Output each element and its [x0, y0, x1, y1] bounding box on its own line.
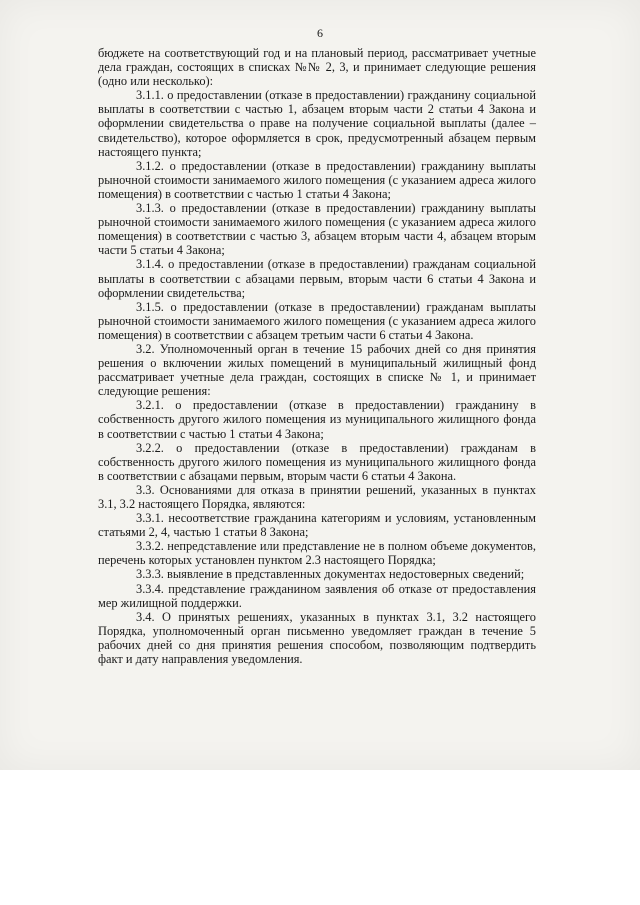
paragraph-3-1-1: 3.1.1. о предоставлении (отказе в предоставлении) гражданину социальной выплаты в соответствии с частью 1, абзацем вторым части 2 статьи 4 Закона и оформлении свидетельства о праве на получение социальной выплаты (далее – свидетельство), которое оформляется в срок, предусмотренный абзацем первым настоящего пункта; — [98, 88, 536, 159]
paragraph-3-3-1: 3.3.1. несоответствие гражданина категориям и условиям, установленным статьями 2, 4, частью 1 статьи 8 Закона; — [98, 511, 536, 540]
paragraph-3-2-1: 3.2.1. о предоставлении (отказе в предоставлении) гражданину в собственность другого жилого помещения из муниципального жилищного фонда в соответствии с частью 1 статьи 4 Закона; — [98, 398, 536, 441]
paragraph-continuation: бюджете на соответствующий год и на плановый период, рассматривает учетные дела граждан, состоящих в списках №№ 2, 3, и принимает следующие решения (одно или несколько): — [98, 46, 536, 89]
paragraph-3-1-2: 3.1.2. о предоставлении (отказе в предоставлении) гражданину выплаты рыночной стоимости занимаемого жилого помещения (с указанием адреса жилого помещения) в соответствии с частью 1 статьи 4 Закона; — [98, 158, 536, 201]
blank-margin — [0, 770, 640, 905]
page-number: 6 — [317, 26, 323, 40]
paragraph-3-1-5: 3.1.5. о предоставлении (отказе в предоставлении) гражданам выплаты рыночной стоимости занимаемого жилого помещения (с указанием адреса жилого помещения) в соответствии с абзацем третьим части 6 статьи 4 Закона. — [98, 299, 536, 342]
paragraph-3-3: 3.3. Основаниями для отказа в принятии решений, указанных в пунктах 3.1, 3.2 настоящего Порядка, являются: — [98, 482, 536, 511]
paragraph-3-2: 3.2. Уполномоченный орган в течение 15 рабочих дней со дня принятия решения о включении жилых помещений в муниципальный жилищный фонд рассматривает учетные дела граждан, состоящих в списке № 1, и принимает следующие решения: — [98, 341, 536, 399]
paragraph-3-1-3: 3.1.3. о предоставлении (отказе в предоставлении) гражданину выплаты рыночной стоимости занимаемого жилого помещения (с указанием адреса жилого помещения) в соответствии с частью 3, абзацем вторым части 4, абзацем вторым части 5 статьи 4 Закона; — [98, 201, 536, 258]
document-body — [98, 46, 536, 666]
paragraph-3-4: 3.4. О принятых решениях, указанных в пунктах 3.1, 3.2 настоящего Порядка, уполномоченный орган письменно уведомляет граждан в течение 5 рабочих дней со дня принятия решения способом, позволяющим подтвердить факт и дату направления уведомления. — [98, 609, 536, 667]
paragraph-3-2-2: 3.2.2. о предоставлении (отказе в предоставлении) гражданам в собственность другого жилого помещения из муниципального жилищного фонда в соответствии с абзацами первым, вторым части 6 статьи 4 Закона. — [98, 440, 536, 483]
paragraph-3-1-4: 3.1.4. о предоставлении (отказе в предоставлении) гражданам социальной выплаты в соответствии с абзацами первым, вторым части 6 статьи 4 Закона и оформлении свидетельства; — [98, 257, 536, 300]
paragraph-3-3-3: 3.3.3. выявление в представленных документах недостоверных сведений; — [136, 567, 525, 582]
paragraph-3-3-4: 3.3.4. представление гражданином заявления об отказе от предоставления мер жилищной поддержки. — [98, 581, 536, 610]
paragraph-3-3-2: 3.3.2. непредставление или представление не в полном объеме документов, перечень которых установлен пунктом 2.3 настоящего Порядка; — [98, 539, 536, 568]
